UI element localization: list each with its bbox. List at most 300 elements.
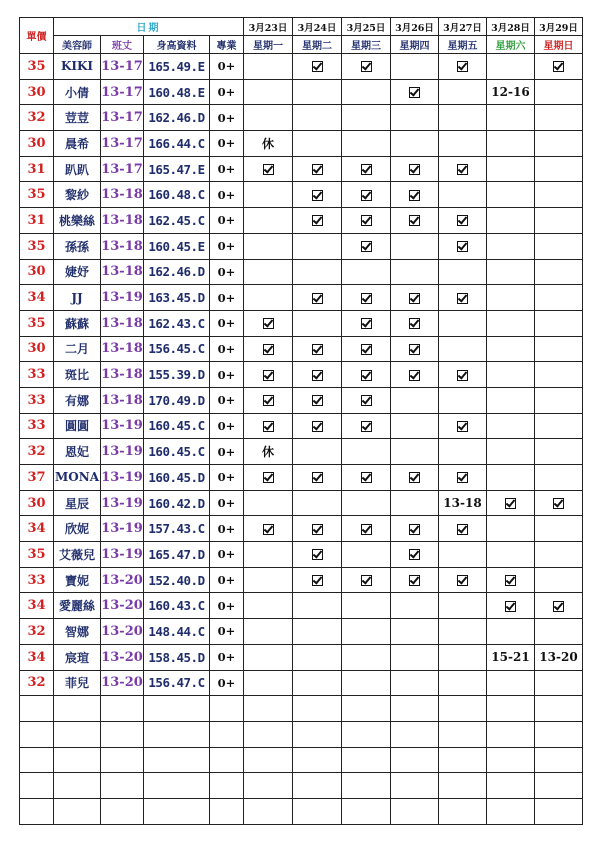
height-data-cell: 160.48.E xyxy=(144,79,210,105)
check-box-icon xyxy=(312,344,323,355)
empty-cell xyxy=(144,696,210,722)
empty-cell xyxy=(54,747,101,773)
table-row xyxy=(20,413,583,439)
day-cell xyxy=(244,285,293,311)
header-weekday: 星期三 xyxy=(342,36,391,54)
check-box-icon xyxy=(263,524,274,535)
day-cell xyxy=(535,387,583,413)
day-cell xyxy=(487,387,535,413)
day-cell-checked xyxy=(244,465,293,491)
empty-cell xyxy=(144,721,210,747)
check-box-icon xyxy=(409,344,420,355)
day-cell xyxy=(293,79,342,105)
empty-cell xyxy=(487,696,535,722)
table-row xyxy=(20,516,583,542)
day-cell xyxy=(535,259,583,285)
day-cell xyxy=(293,259,342,285)
day-cell xyxy=(293,593,342,619)
empty-cell xyxy=(487,747,535,773)
day-cell-checked xyxy=(293,54,342,80)
class-cell: 13-18 xyxy=(101,336,144,362)
price-cell: 30 xyxy=(20,259,54,285)
check-box-icon xyxy=(457,421,468,432)
empty-cell xyxy=(244,696,293,722)
height-data-cell: 160.45.D xyxy=(144,465,210,491)
check-box-icon xyxy=(505,601,516,612)
class-cell: 13-19 xyxy=(101,413,144,439)
stylist-name-cell: 趴趴 xyxy=(54,156,101,182)
day-cell-checked xyxy=(244,336,293,362)
day-cell xyxy=(487,362,535,388)
day-cell xyxy=(535,233,583,259)
day-cell xyxy=(244,490,293,516)
class-cell: 13-20 xyxy=(101,644,144,670)
stylist-name-cell: 小倩 xyxy=(54,79,101,105)
day-cell xyxy=(391,54,439,80)
header-performance: 專業 xyxy=(210,36,244,54)
day-cell-checked xyxy=(342,336,391,362)
header-date: 3月28日 xyxy=(487,18,535,36)
table-row xyxy=(20,310,583,336)
stylist-name-cell: 二月 xyxy=(54,336,101,362)
table-row xyxy=(20,156,583,182)
check-box-icon xyxy=(361,472,372,483)
stylist-name-cell: 圓圓 xyxy=(54,413,101,439)
stylist-name-cell: 智娜 xyxy=(54,619,101,645)
empty-cell xyxy=(244,798,293,824)
price-cell: 35 xyxy=(20,310,54,336)
day-cell xyxy=(391,439,439,465)
day-cell-checked xyxy=(439,465,487,491)
day-cell-checked xyxy=(342,567,391,593)
table-row xyxy=(20,105,583,131)
check-box-icon xyxy=(361,344,372,355)
class-cell: 13-20 xyxy=(101,619,144,645)
table-row xyxy=(20,593,583,619)
price-cell: 33 xyxy=(20,362,54,388)
table-row xyxy=(20,336,583,362)
day-cell xyxy=(244,567,293,593)
day-cell-checked xyxy=(342,208,391,234)
day-cell xyxy=(439,593,487,619)
class-cell: 13-19 xyxy=(101,465,144,491)
height-data-cell: 163.45.D xyxy=(144,285,210,311)
empty-cell xyxy=(144,798,210,824)
day-cell xyxy=(293,131,342,157)
performance-cell: 0+ xyxy=(210,490,244,516)
day-cell-checked xyxy=(342,413,391,439)
height-data-cell: 170.49.D xyxy=(144,387,210,413)
day-cell xyxy=(391,490,439,516)
day-cell xyxy=(342,644,391,670)
day-cell xyxy=(535,105,583,131)
day-cell xyxy=(439,619,487,645)
check-box-icon xyxy=(361,293,372,304)
height-data-cell: 162.46.D xyxy=(144,105,210,131)
stylist-name-cell: 菲兒 xyxy=(54,670,101,696)
price-cell: 37 xyxy=(20,465,54,491)
stylist-name-cell: 蘇蘇 xyxy=(54,310,101,336)
check-box-icon xyxy=(312,61,323,72)
stylist-name-cell: 寶妮 xyxy=(54,567,101,593)
empty-cell xyxy=(342,696,391,722)
price-cell: 35 xyxy=(20,233,54,259)
stylist-name-cell: 恩妃 xyxy=(54,439,101,465)
price-cell: 32 xyxy=(20,439,54,465)
empty-cell xyxy=(342,798,391,824)
check-box-icon xyxy=(457,524,468,535)
day-cell xyxy=(244,542,293,568)
day-cell xyxy=(535,336,583,362)
empty-cell xyxy=(210,721,244,747)
stylist-name-cell: 欣妮 xyxy=(54,516,101,542)
day-cell xyxy=(391,387,439,413)
day-cell-checked xyxy=(439,54,487,80)
stylist-name-cell: MONA xyxy=(54,465,101,491)
day-cell xyxy=(342,131,391,157)
day-cell: 13-20 xyxy=(535,644,583,670)
day-cell xyxy=(487,131,535,157)
performance-cell: 0+ xyxy=(210,259,244,285)
day-cell xyxy=(439,310,487,336)
height-data-cell: 156.47.C xyxy=(144,670,210,696)
class-cell: 13-17 xyxy=(101,54,144,80)
class-cell: 13-19 xyxy=(101,516,144,542)
day-cell-checked xyxy=(439,156,487,182)
empty-cell xyxy=(101,798,144,824)
day-cell-checked xyxy=(293,208,342,234)
day-cell-checked xyxy=(439,567,487,593)
day-cell-checked xyxy=(244,516,293,542)
day-cell: 15-21 xyxy=(487,644,535,670)
day-cell xyxy=(535,670,583,696)
day-cell xyxy=(535,542,583,568)
empty-cell xyxy=(101,747,144,773)
height-data-cell: 148.44.C xyxy=(144,619,210,645)
table-row xyxy=(20,542,583,568)
check-box-icon xyxy=(409,215,420,226)
day-cell-checked xyxy=(342,362,391,388)
day-cell xyxy=(293,310,342,336)
day-cell xyxy=(293,439,342,465)
check-box-icon xyxy=(457,370,468,381)
day-cell xyxy=(487,542,535,568)
empty-row xyxy=(20,721,583,747)
stylist-name-cell: 有娜 xyxy=(54,387,101,413)
empty-cell xyxy=(535,773,583,799)
day-cell xyxy=(244,208,293,234)
header-date: 3月29日 xyxy=(535,18,583,36)
empty-cell xyxy=(439,773,487,799)
day-cell-checked xyxy=(391,465,439,491)
performance-cell: 0+ xyxy=(210,516,244,542)
price-cell: 30 xyxy=(20,336,54,362)
height-data-cell: 155.39.D xyxy=(144,362,210,388)
day-cell-checked xyxy=(439,233,487,259)
day-cell xyxy=(293,670,342,696)
check-box-icon xyxy=(361,421,372,432)
header-stylist: 美容師 xyxy=(54,36,101,54)
day-cell xyxy=(439,79,487,105)
day-cell-checked xyxy=(293,156,342,182)
empty-cell xyxy=(101,721,144,747)
day-cell xyxy=(244,593,293,619)
height-data-cell: 160.45.C xyxy=(144,413,210,439)
table-row xyxy=(20,182,583,208)
height-data-cell: 160.48.C xyxy=(144,182,210,208)
day-cell-checked xyxy=(439,362,487,388)
day-cell xyxy=(535,310,583,336)
empty-cell xyxy=(20,798,54,824)
empty-row xyxy=(20,773,583,799)
table-row xyxy=(20,644,583,670)
check-box-icon xyxy=(312,549,323,560)
header-weekday: 星期一 xyxy=(244,36,293,54)
day-cell-checked xyxy=(342,233,391,259)
day-cell xyxy=(487,413,535,439)
class-cell: 13-18 xyxy=(101,387,144,413)
stylist-name-cell: 黎紗 xyxy=(54,182,101,208)
class-cell: 13-20 xyxy=(101,593,144,619)
day-cell-checked xyxy=(342,516,391,542)
performance-cell: 0+ xyxy=(210,336,244,362)
check-box-icon xyxy=(361,575,372,586)
header-weekday-saturday: 星期六 xyxy=(487,36,535,54)
empty-cell xyxy=(244,773,293,799)
check-box-icon xyxy=(312,190,323,201)
check-box-icon xyxy=(312,164,323,175)
performance-cell: 0+ xyxy=(210,208,244,234)
schedule-table xyxy=(19,17,583,825)
check-box-icon xyxy=(457,575,468,586)
day-cell-checked xyxy=(391,208,439,234)
day-cell xyxy=(535,79,583,105)
empty-cell xyxy=(144,747,210,773)
empty-cell xyxy=(391,798,439,824)
stylist-name-cell: 晨希 xyxy=(54,131,101,157)
stylist-name-cell: KIKI xyxy=(54,54,101,80)
day-cell xyxy=(391,233,439,259)
performance-cell: 0+ xyxy=(210,182,244,208)
check-box-icon xyxy=(312,215,323,226)
day-cell xyxy=(244,105,293,131)
table-row xyxy=(20,619,583,645)
performance-cell: 0+ xyxy=(210,362,244,388)
day-cell xyxy=(487,54,535,80)
check-box-icon xyxy=(409,318,420,329)
performance-cell: 0+ xyxy=(210,542,244,568)
price-cell: 35 xyxy=(20,542,54,568)
performance-cell: 0+ xyxy=(210,105,244,131)
check-box-icon xyxy=(409,293,420,304)
height-data-cell: 160.43.C xyxy=(144,593,210,619)
day-cell xyxy=(439,336,487,362)
table-row xyxy=(20,362,583,388)
day-cell-checked xyxy=(293,182,342,208)
height-data-cell: 158.45.D xyxy=(144,644,210,670)
header-date: 3月23日 xyxy=(244,18,293,36)
height-data-cell: 165.49.E xyxy=(144,54,210,80)
empty-cell xyxy=(439,721,487,747)
class-cell: 13-20 xyxy=(101,670,144,696)
day-cell-checked xyxy=(244,156,293,182)
check-box-icon xyxy=(553,601,564,612)
empty-row xyxy=(20,798,583,824)
day-cell xyxy=(487,670,535,696)
empty-cell xyxy=(439,696,487,722)
day-cell xyxy=(244,233,293,259)
performance-cell: 0+ xyxy=(210,465,244,491)
empty-row xyxy=(20,747,583,773)
empty-cell xyxy=(210,798,244,824)
height-data-cell: 156.45.C xyxy=(144,336,210,362)
stylist-name-cell: 婕妤 xyxy=(54,259,101,285)
empty-cell xyxy=(342,773,391,799)
empty-cell xyxy=(535,747,583,773)
day-cell-checked xyxy=(391,516,439,542)
empty-cell xyxy=(210,773,244,799)
day-cell xyxy=(391,644,439,670)
day-cell xyxy=(439,644,487,670)
price-cell: 34 xyxy=(20,644,54,670)
day-cell xyxy=(535,413,583,439)
table-row xyxy=(20,259,583,285)
class-cell: 13-19 xyxy=(101,542,144,568)
check-box-icon xyxy=(312,293,323,304)
check-box-icon xyxy=(409,164,420,175)
day-cell xyxy=(342,259,391,285)
day-cell-checked xyxy=(342,182,391,208)
height-data-cell: 165.47.E xyxy=(144,156,210,182)
check-box-icon xyxy=(361,395,372,406)
day-cell: 休 xyxy=(244,131,293,157)
day-cell xyxy=(244,182,293,208)
empty-cell xyxy=(487,721,535,747)
table-row xyxy=(20,208,583,234)
empty-cell xyxy=(20,696,54,722)
check-box-icon xyxy=(457,472,468,483)
day-cell-checked xyxy=(293,516,342,542)
stylist-name-cell: 星辰 xyxy=(54,490,101,516)
day-cell-checked xyxy=(342,54,391,80)
table-row xyxy=(20,439,583,465)
day-cell-checked xyxy=(293,567,342,593)
day-cell xyxy=(535,465,583,491)
table-row xyxy=(20,387,583,413)
empty-cell xyxy=(342,721,391,747)
table-row xyxy=(20,465,583,491)
day-cell xyxy=(535,439,583,465)
day-cell-checked xyxy=(391,310,439,336)
day-cell-checked xyxy=(244,387,293,413)
performance-cell: 0+ xyxy=(210,156,244,182)
day-cell xyxy=(342,542,391,568)
day-cell xyxy=(439,387,487,413)
price-cell: 34 xyxy=(20,285,54,311)
day-cell-checked xyxy=(439,516,487,542)
table-row xyxy=(20,490,583,516)
day-cell: 休 xyxy=(244,439,293,465)
stylist-name-cell: JJ xyxy=(54,285,101,311)
day-cell xyxy=(342,619,391,645)
day-cell-checked xyxy=(391,336,439,362)
day-cell xyxy=(487,465,535,491)
empty-cell xyxy=(487,798,535,824)
performance-cell: 0+ xyxy=(210,310,244,336)
performance-cell: 0+ xyxy=(210,593,244,619)
day-cell xyxy=(391,413,439,439)
day-cell xyxy=(487,285,535,311)
day-cell-checked xyxy=(391,567,439,593)
stylist-name-cell: 艾薇兒 xyxy=(54,542,101,568)
day-cell xyxy=(487,336,535,362)
day-cell xyxy=(293,233,342,259)
empty-cell xyxy=(293,773,342,799)
day-cell-checked xyxy=(293,413,342,439)
class-cell: 13-19 xyxy=(101,285,144,311)
height-data-cell: 162.45.C xyxy=(144,208,210,234)
day-cell-checked xyxy=(391,182,439,208)
empty-cell xyxy=(293,798,342,824)
performance-cell: 0+ xyxy=(210,131,244,157)
header-weekday: 星期四 xyxy=(391,36,439,54)
day-cell xyxy=(244,259,293,285)
check-box-icon xyxy=(457,61,468,72)
check-box-icon xyxy=(312,575,323,586)
height-data-cell: 160.42.D xyxy=(144,490,210,516)
check-box-icon xyxy=(361,318,372,329)
empty-cell xyxy=(391,696,439,722)
height-data-cell: 165.47.D xyxy=(144,542,210,568)
class-cell: 13-20 xyxy=(101,567,144,593)
day-cell xyxy=(487,310,535,336)
header-weekday: 星期五 xyxy=(439,36,487,54)
performance-cell: 0+ xyxy=(210,79,244,105)
empty-cell xyxy=(54,773,101,799)
class-cell: 13-18 xyxy=(101,208,144,234)
empty-cell xyxy=(342,747,391,773)
check-box-icon xyxy=(409,549,420,560)
day-cell-checked xyxy=(535,593,583,619)
day-cell xyxy=(439,439,487,465)
day-cell xyxy=(244,54,293,80)
class-cell: 13-17 xyxy=(101,131,144,157)
price-cell: 34 xyxy=(20,516,54,542)
day-cell xyxy=(439,131,487,157)
height-data-cell: 157.43.C xyxy=(144,516,210,542)
empty-cell xyxy=(20,747,54,773)
header-date: 3月25日 xyxy=(342,18,391,36)
day-cell xyxy=(342,593,391,619)
performance-cell: 0+ xyxy=(210,233,244,259)
empty-cell xyxy=(244,747,293,773)
day-cell-checked xyxy=(391,156,439,182)
table-row xyxy=(20,131,583,157)
day-cell-checked xyxy=(391,542,439,568)
height-data-cell: 162.43.C xyxy=(144,310,210,336)
day-cell-checked xyxy=(342,285,391,311)
empty-cell xyxy=(487,773,535,799)
empty-row xyxy=(20,696,583,722)
day-cell xyxy=(391,593,439,619)
header-height-data: 身高資料 xyxy=(144,36,210,54)
day-cell: 12-16 xyxy=(487,79,535,105)
day-cell xyxy=(244,670,293,696)
empty-cell xyxy=(54,721,101,747)
performance-cell: 0+ xyxy=(210,439,244,465)
check-box-icon xyxy=(312,395,323,406)
day-cell xyxy=(244,619,293,645)
